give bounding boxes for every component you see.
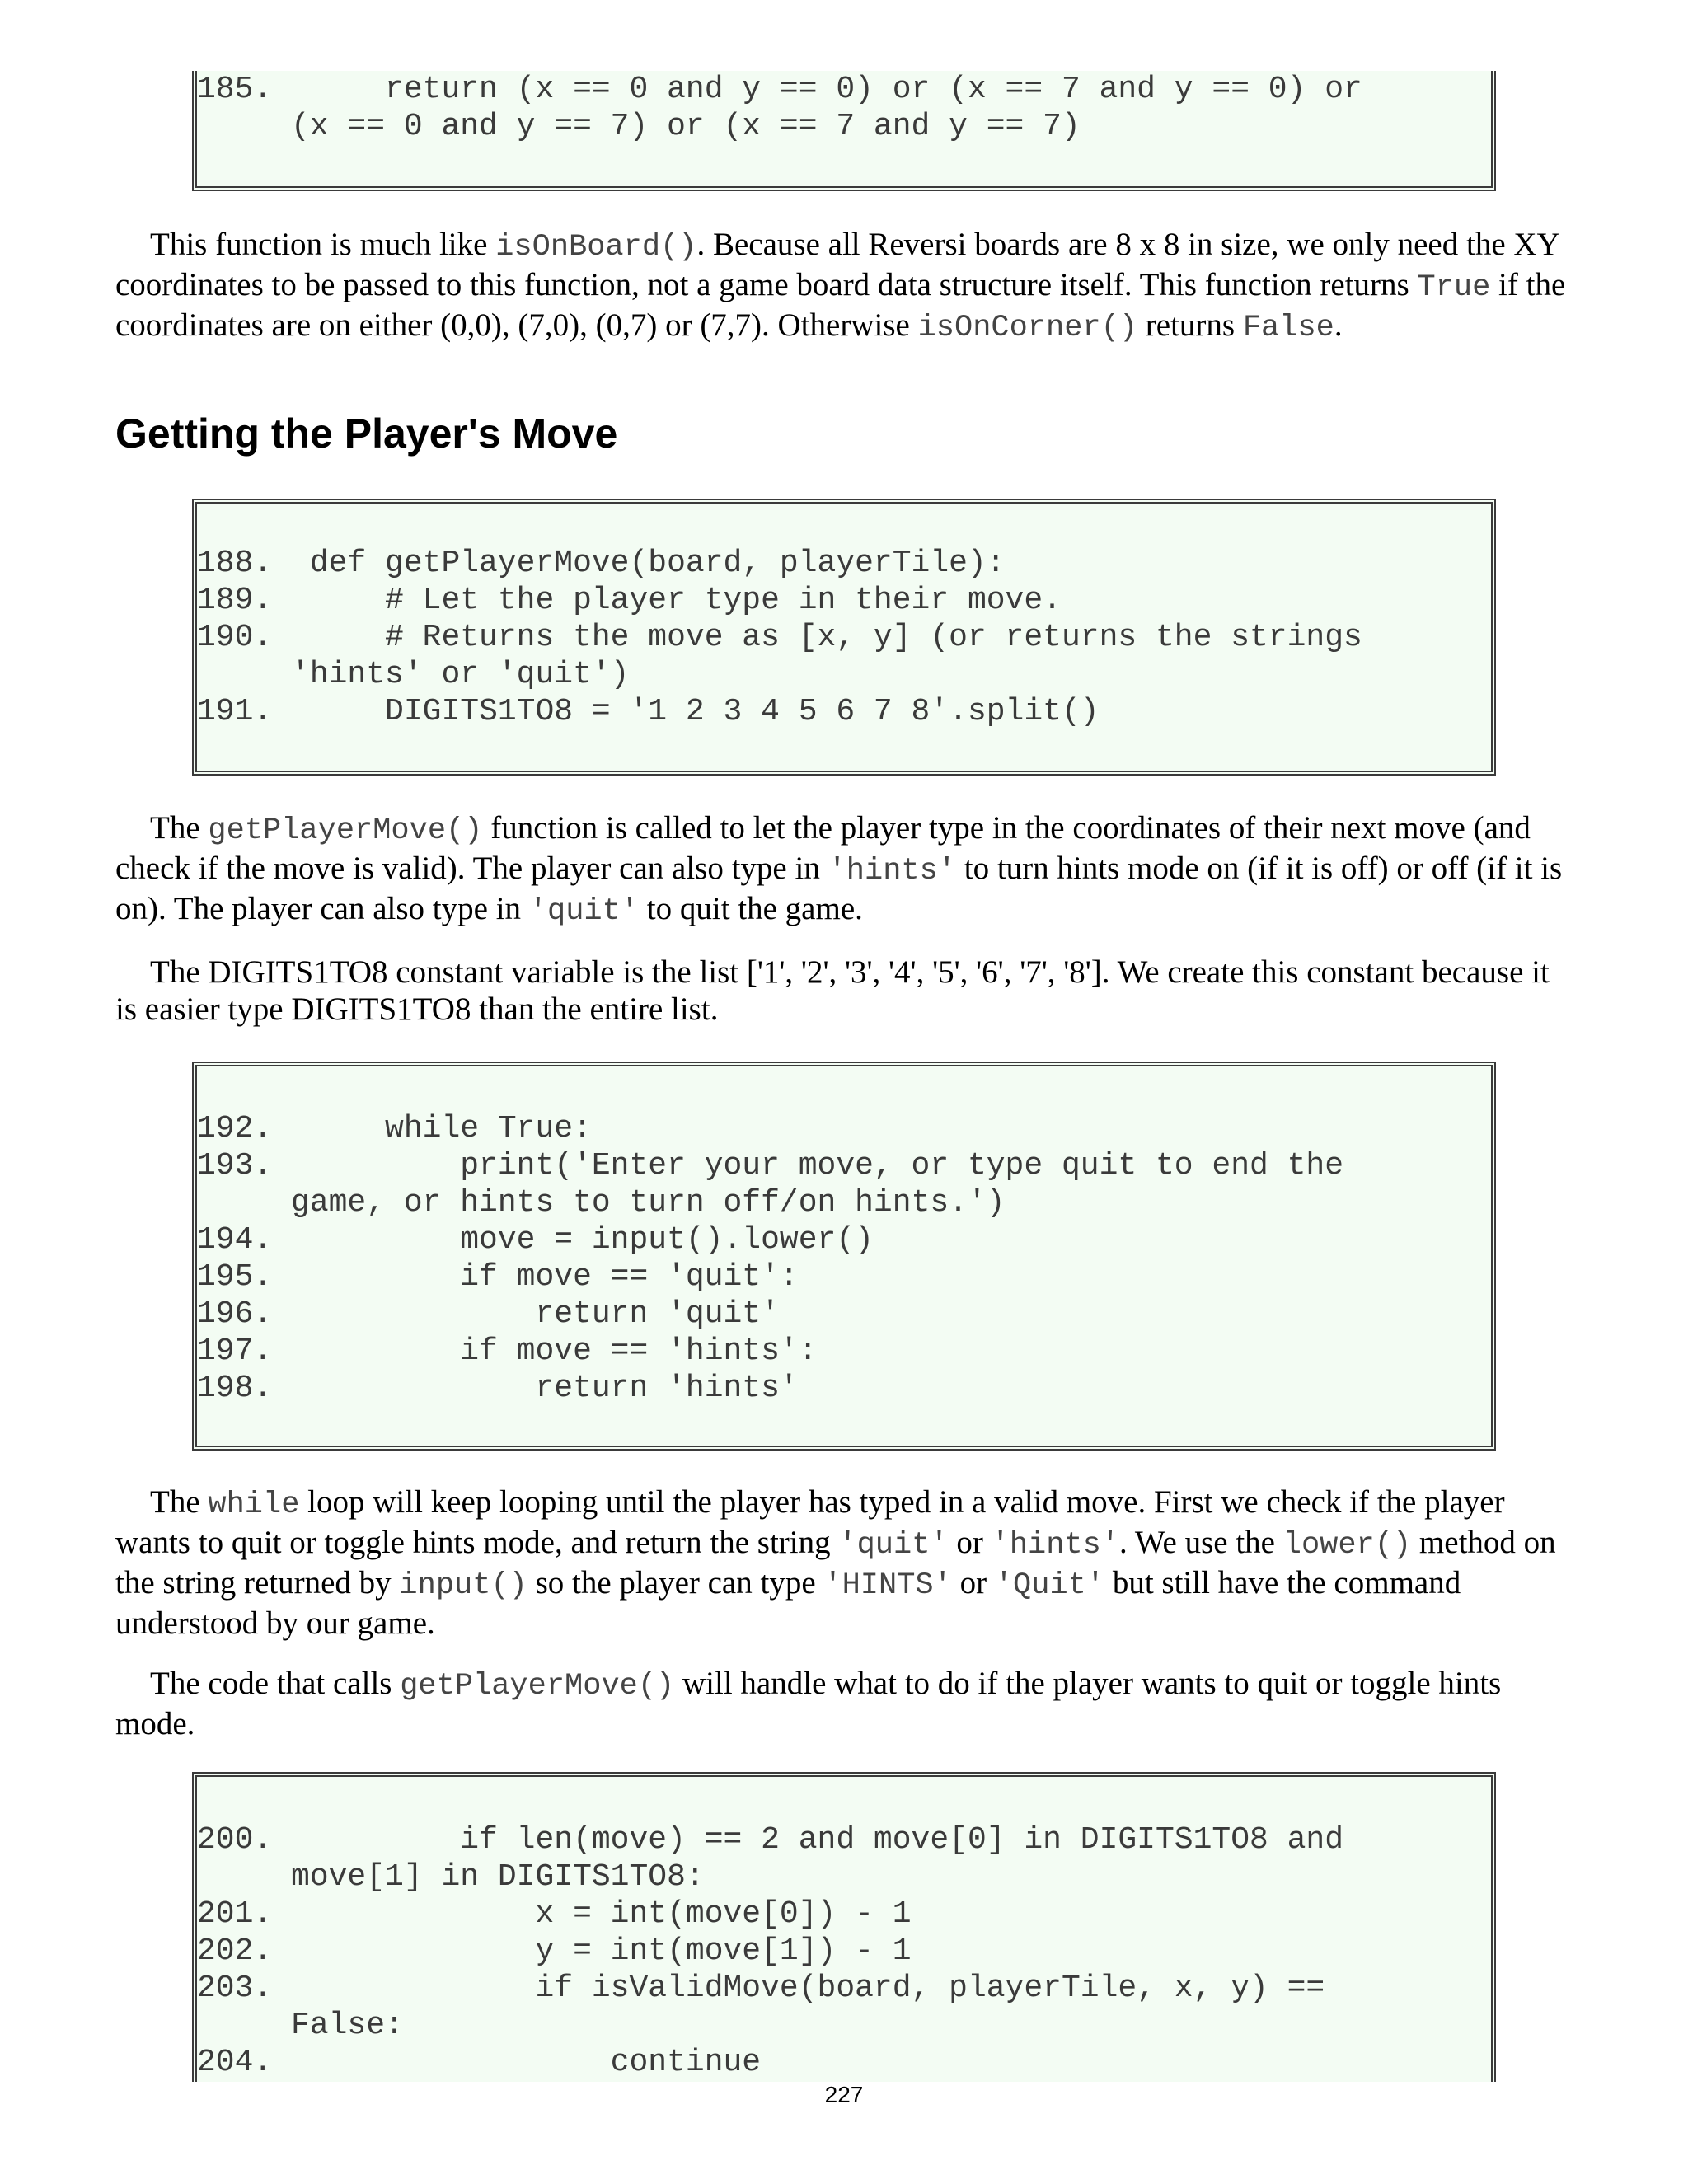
text: function is called to let the player type in the coordinates of their next move (and check if the move is valid). The player can also type in: [115, 810, 1531, 886]
code-line: 190. # Returns the move as [x, y] (or returns the strings: [197, 620, 1362, 655]
code-line: 185. return (x == 0 and y == 0) or (x == 7 and y == 0) or: [197, 72, 1362, 107]
inline-code: input(): [399, 1568, 528, 1603]
code-listing: [197, 504, 1491, 730]
paragraph-digits: [115, 954, 1574, 1028]
inline-code: lower(): [1282, 1528, 1412, 1563]
paragraph-getplayermove: [115, 809, 1574, 930]
code-block-3: [192, 1062, 1496, 1451]
code-line: move[1] in DIGITS1TO8:: [197, 1859, 705, 1895]
text: This function is much like: [150, 227, 496, 262]
inline-code: isOnBoard(): [495, 230, 697, 265]
code-line: 195. if move == 'quit':: [197, 1259, 799, 1295]
code-line: 'hints' or 'quit'): [197, 657, 630, 692]
code-line: 191. DIGITS1TO8 = '1 2 3 4 5 6 7 8'.split(): [197, 694, 1100, 729]
text: method on the string returned by: [115, 1525, 1556, 1601]
code-listing: [197, 1777, 1491, 2081]
code-line: 200. if len(move) == 2 and move[0] in DIGITS1TO8 and: [197, 1822, 1344, 1858]
text: The: [150, 810, 209, 846]
code-block-4: [192, 1772, 1496, 2082]
text: The: [150, 1484, 209, 1520]
text: to quit the game.: [639, 891, 863, 926]
text: . We use the: [1119, 1525, 1283, 1560]
code-block-1: [192, 71, 1496, 191]
inline-code: 'hints': [991, 1528, 1120, 1563]
text: returns: [1137, 307, 1243, 343]
text: .: [1334, 307, 1343, 343]
code-line: 196. return 'quit': [197, 1296, 780, 1332]
text: . Because all Reversi boards are 8 x 8 in size, we only need the XY coordinates to be passed to this function, not a game board data structure itself. This function returns: [115, 227, 1559, 302]
text: loop will keep looping until the player has typed in a valid move. First we check if the player wants to quit or toggle hints mode, and return the string: [115, 1484, 1505, 1560]
text: to turn hints mode on (if it is off) or off (if it is on). The player can also type in: [115, 851, 1563, 926]
text: will handle what to do if the player wants to quit or toggle hints mode.: [115, 1666, 1502, 1741]
text: or: [948, 1525, 992, 1560]
code-line: 189. # Let the player type in their move.: [197, 583, 1062, 618]
paragraph-isoncorner: [115, 226, 1574, 347]
inline-code: 'hints': [828, 854, 957, 888]
text: but still have the command understood by our game.: [115, 1565, 1461, 1641]
code-block-2: [192, 499, 1496, 776]
code-line: False:: [197, 2008, 404, 2043]
inline-code: getPlayerMove(): [208, 813, 483, 848]
code-line: 194. move = input().lower(): [197, 1222, 874, 1258]
code-line: 197. if move == 'hints':: [197, 1333, 818, 1369]
inline-code: isOnCorner(): [917, 311, 1138, 345]
inline-code: 'HINTS': [823, 1568, 952, 1603]
code-line: 202. y = int(move[1]) - 1: [197, 1933, 912, 1969]
inline-code: False: [1242, 311, 1334, 345]
inline-code: getPlayerMove(): [400, 1669, 675, 1704]
paragraph-while-loop: [115, 1483, 1574, 1642]
code-line: (x == 0 and y == 7) or (x == 7 and y == 7): [197, 109, 1081, 144]
text: if the coordinates are on either (0,0), (7,0), (0,7) or (7,7). Otherwise: [115, 267, 1566, 343]
paragraph-caller: [115, 1665, 1574, 1742]
code-line: game, or hints to turn off/on hints.'): [197, 1185, 1006, 1221]
code-line: 204. continue: [197, 2045, 762, 2080]
inline-code: 'quit': [528, 894, 640, 929]
text: The DIGITS1TO8 constant variable is the list ['1', '2', '3', '4', '5', '6', '7', '8']. We create this constant because it is easier type DIGITS1TO8 than the entire list.: [115, 954, 1550, 1027]
inline-code: 'quit': [838, 1528, 949, 1563]
code-line: 193. print('Enter your move, or type quit to end the: [197, 1148, 1344, 1183]
inline-code: 'Quit': [994, 1568, 1105, 1603]
page-number: 227: [824, 2082, 864, 2107]
code-line: 192. while True:: [197, 1111, 592, 1146]
code-line: 198. return 'hints': [197, 1371, 799, 1406]
text: The code that calls: [150, 1666, 401, 1701]
code-listing: [197, 71, 1491, 145]
code-line: 201. x = int(move[0]) - 1: [197, 1896, 912, 1932]
code-line: 188. def getPlayerMove(board, playerTile):: [197, 546, 1006, 581]
section-heading: Getting the Player's Move: [115, 410, 618, 457]
text: so the player can type: [527, 1565, 824, 1601]
inline-code: True: [1417, 270, 1491, 305]
text: or: [951, 1565, 995, 1601]
code-line: 203. if isValidMove(board, playerTile, x, y) ==: [197, 1971, 1325, 2006]
inline-code: while: [208, 1488, 300, 1522]
code-listing: [197, 1066, 1491, 1407]
